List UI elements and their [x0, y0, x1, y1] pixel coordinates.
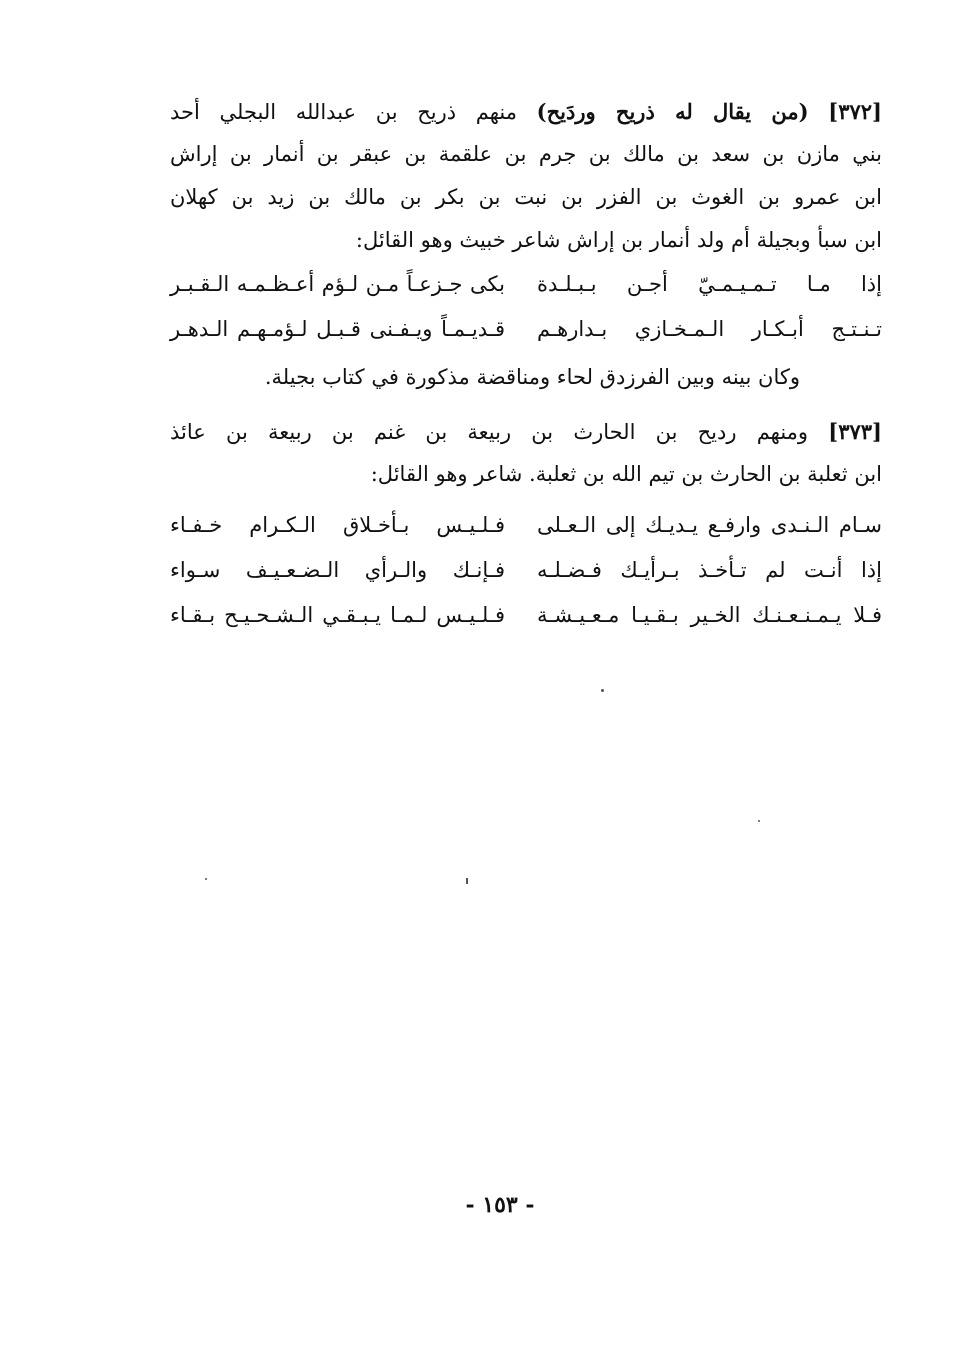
verse-first-hemistich: سـام الـنـدى وارفـع يـديـك إلى الـعـلى [537, 513, 882, 537]
entry-372-line-4: ابن سبأ وبجيلة أم ولد أنمار بن إراش شاعر خبيث وهو القائل: [355, 228, 882, 252]
verse-first-hemistich: فـلا يـمـنـعـنـك الخـير بـقـيـا مـعـيـشـة [537, 603, 882, 627]
scan-speck [205, 878, 207, 880]
verse-second-hemistich: فـلـيـس بـأخـلاق الـكـرام خـفـاء [170, 513, 505, 537]
entry-373-poem [170, 503, 882, 638]
verse-first-hemistich: إذا مـا تـمـيـمـيّ أجـن بـبـلـدة [537, 272, 882, 296]
verse-first-hemistich: إذا أنـت لم تـأخـذ بـرأيـك فـضـلـه [537, 558, 882, 582]
verse-first-hemistich: تـنـتـج أبـكـار الـمـخـازي بـدارهـم [537, 317, 882, 341]
verse-line [170, 593, 882, 638]
entry-372-paragraph [170, 90, 882, 262]
scan-speck [466, 878, 468, 884]
entry-372-heading: (من يقال له ذريح وردَيح) [536, 99, 809, 124]
entry-372-poem [170, 262, 882, 352]
verse-second-hemistich: قـديـمـاً ويـفـنى قـبـل لـؤمـهـم الـدهـر [170, 317, 505, 341]
verse-second-hemistich: فـإنـك والـرأي الـضـعـيـف سـواء [170, 558, 505, 582]
verse-second-hemistich: بكى جـزعـاً مـن لـؤم أعـظـمـه الـقـبـر [170, 272, 505, 296]
entry-372-line-3: ابن عمرو بن الغوث بن الفزر بن نبت بن بكر بن مالك بن زيد بن كهلان [170, 185, 882, 209]
entry-373-line-2: ابن ثعلبة بن الحارث بن تيم الله بن ثعلبة. شاعر وهو القائل: [370, 462, 882, 486]
entry-372-line-1-text: منهم ذريح بن عبدالله البجلي أحد [170, 100, 517, 124]
verse-line [170, 548, 882, 593]
entry-373-line-1-text: ومنهم رديح بن الحارث بن ربيعة بن غنم بن ربيعة بن عائذ [170, 420, 809, 444]
entry-373-paragraph [170, 410, 882, 496]
scan-speck [601, 689, 604, 692]
entry-372-line-2: بني مازن بن سعد بن مالك بن جرم بن علقمة بن عبقر بن أنمار بن إراش [170, 142, 882, 166]
verse-second-hemistich: فـلـيـس لـمـا يـبـقـي الـشـحـيـح بـقـاء [170, 603, 505, 627]
entry-373-number: [٣٧٣] [828, 419, 882, 444]
verse-line [170, 307, 882, 352]
entry-372-note: وكان بينه وبين الفرزدق لحاء ومناقضة مذكورة في كتاب بجيلة. [264, 365, 800, 389]
entry-373-line-1 [170, 410, 882, 453]
entry-372-line-1 [170, 90, 882, 133]
verse-line [170, 503, 882, 548]
entry-372-number: [٣٧٢] [828, 99, 882, 124]
verse-line [170, 262, 882, 307]
page-number: - ١٥٣ - [465, 1192, 535, 1218]
scan-speck [758, 820, 760, 822]
